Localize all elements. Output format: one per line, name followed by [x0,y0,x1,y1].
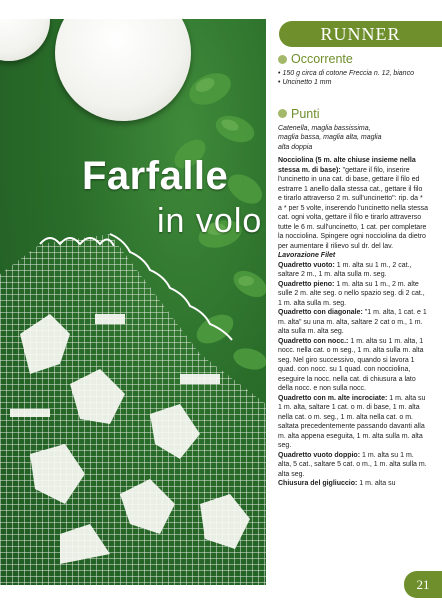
entry-label: Quadretto vuoto: [278,261,335,269]
entry-text: 1 m. alta su 1 m. alta, saltare 1 cat. o m. di base, 1 m. alta nella cat. o m. seg., 1 m. alta nella cat. o m. saltata precedentemente passando davanti alla m. alta appena eseguita, 1 m. alta sulla m. alta seg. [278,394,426,449]
instruction-entry [278,261,428,280]
entry-text: 1 m. alta su 1 m., 2 cat., saltare 2 m., 1 m. alta sulla m. seg. [278,261,412,278]
entry-text: 1 m. alta su 1 m. alta, 1 nocc. nella cat. o m seg., 1 m. alta sulla m. alta seg. Nel giro successivo, quando si lavora 1 quad. con nocc. su 1 quad. con nocciolina, eseguire la nocc. nella cat. di chiusura a lato della nocc. e non sulla nocc. [278,337,424,392]
list-item [278,69,440,78]
title-subtitle: in volo [157,202,263,240]
list-item [278,78,440,87]
entry-label: Quadretto con m. alte incrociate: [278,394,388,402]
instruction-entry [278,280,428,309]
section-banner: RUNNER [279,21,442,47]
list-item-text: 150 g circa di cotone Freccia n. 12, bianco [282,70,414,77]
filet-heading: Lavorazione Filet [278,252,336,259]
instruction-entry [278,308,428,337]
page-number: 21 [404,571,442,598]
instruction-entry [278,337,428,394]
entry-label: Quadretto con nocc.: [278,337,349,345]
entry-text: 1 m. alta su 1 m. alta, 5 cat., saltare 5 cat. o m., 1 m. alta sulla m. alta seg. [278,451,427,478]
occorrente-heading [278,52,440,66]
occorrente-heading-label: Occorrente [291,52,353,66]
article-title [0,19,266,585]
nocciolina-label: Nocciolina (5 m. alte chiuse insieme nella stessa m. di base): [278,157,416,174]
punti-text: Catenella, maglia bassissima, maglia bassa, maglia alta, maglia alta doppia [278,124,382,151]
entry-label: Chiusura del gigliuccio: [278,480,358,487]
punti-heading [278,107,440,121]
occorrente-list [278,69,440,88]
entry-text: "1 m. alta, 1 cat. e 1 m. alta" su una m. alta, saltare 2 cat o m., 1 m. alta sulla m. alta seg. [278,309,427,335]
entry-text: 1 m. alta su [357,480,396,487]
bullet-dot-icon [278,109,287,118]
materials-column [278,52,440,152]
punti-heading-label: Punti [291,106,320,121]
bullet-icon: • [278,70,281,77]
entry-text: 1 m. alta su 1 m., 2 m. alte sulle 2 m. alte seg. o nello spazio seg. di 2 cat., 1 m. alta sulla m. seg. [278,280,425,307]
instructions-text [278,156,428,489]
instruction-entry [278,479,428,489]
entry-label: Quadretto con diagonale: [278,309,363,316]
bullet-icon: • [278,79,281,87]
nocciolina-paragraph [278,156,428,251]
entry-label: Quadretto vuoto doppio: [278,451,361,459]
instruction-entry [278,451,428,480]
lace-runner-photo [0,19,266,585]
instruction-entry [278,394,428,451]
title-main: Farfalle [82,154,229,198]
entry-label: Quadretto pieno: [278,280,335,288]
nocciolina-text: "gettare il filo, inserire l'uncinetto in una cat. di base, gettare il filo ed estrarre 1 anello dalla stessa cat., gettare il filo e tirarlo attraverso 2 m. sull'uncinetto": rip. da * a * per 5 volte, inserendo l'uncinetto nella stessa cat. ogni volta, gettare il filo e tirarlo attraverso tutte le 6 m. sull'uncinetto, 1 cat. per completare la nocciolina. Spingere ogni nocciolina da dietro per aumentare il rilievo sul dr. del lav. [278,166,428,250]
bullet-dot-icon [278,55,287,64]
list-item-text: Uncinetto 1 mm [282,79,332,87]
